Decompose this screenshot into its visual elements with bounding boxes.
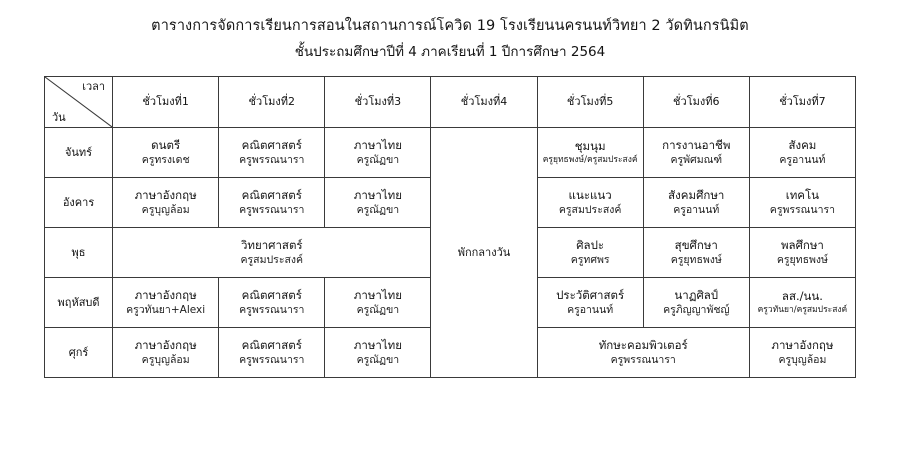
schedule-table-wrapper	[44, 76, 856, 378]
document-subtitle: ชั้นประถมศึกษาปีที่ 4 ภาคเรียนที่ 1 ปีการศึกษา 2564	[294, 44, 606, 60]
slot-tuesday-1	[113, 178, 219, 228]
slot-teacher: ครูบุญล้อม	[141, 353, 190, 366]
slot-teacher: ครูพรรณนารา	[239, 203, 305, 216]
slot-subject: ลส./นน.	[781, 289, 823, 303]
slot-friday-1	[113, 328, 219, 378]
slot-monday-6	[643, 128, 749, 178]
slot-teacher: ครูณัฏขา	[356, 353, 400, 366]
slot-friday-2	[219, 328, 325, 378]
slot-teacher: ครูพรรณนารา	[610, 353, 676, 366]
slot-teacher: ครูพรรณนารา	[239, 353, 305, 366]
schedule-table	[44, 76, 856, 378]
slot-friday-3	[325, 328, 431, 378]
slot-wednesday-7	[749, 228, 855, 278]
slot-tuesday-3	[325, 178, 431, 228]
slot-teacher: ครูทรงเดช	[141, 153, 190, 166]
slot-subject: ภาษาอังกฤษ	[771, 337, 834, 352]
document-titles	[0, 0, 900, 62]
lunch-break-cell: พักกลางวัน	[431, 128, 537, 378]
slot-subject: นาฏศิลป์	[674, 287, 719, 302]
table-row	[45, 128, 856, 178]
slot-thursday-7	[749, 278, 855, 328]
slot-thursday-6	[643, 278, 749, 328]
slot-subject: ภาษาไทย	[353, 337, 402, 352]
slot-wednesday-6	[643, 228, 749, 278]
slot-subject: คณิตศาสตร์	[241, 337, 302, 352]
slot-teacher: ครูวทันยา/ครูสมประสงค์	[757, 305, 848, 315]
slot-subject: สุขศึกษา	[674, 237, 718, 252]
slot-thursday-3	[325, 278, 431, 328]
slot-subject: ภาษาอังกฤษ	[134, 187, 197, 202]
period-header-5: ชั่วโมงที่5	[537, 77, 643, 128]
slot-teacher: ครูสมประสงค์	[240, 253, 304, 266]
slot-subject: เทคโน	[785, 187, 820, 202]
day-label-friday: ศุกร์	[45, 328, 113, 378]
period-header-7: ชั่วโมงที่7	[749, 77, 855, 128]
slot-teacher: ครูภิญญาพัชญ์	[663, 303, 730, 316]
slot-tuesday-6	[643, 178, 749, 228]
period-header-1: ชั่วโมงที่1	[113, 77, 219, 128]
slot-subject: ภาษาอังกฤษ	[134, 337, 197, 352]
slot-teacher: ครูยุทธพงษ์/ครูสมประสงค์	[542, 155, 638, 165]
slot-thursday-5	[537, 278, 643, 328]
slot-subject: แนะแนว	[568, 187, 612, 202]
slot-subject: สังคม	[788, 137, 817, 152]
slot-teacher: ครูณัฏขา	[356, 303, 400, 316]
day-label-thursday: พฤหัสบดี	[45, 278, 113, 328]
day-label-monday: จันทร์	[45, 128, 113, 178]
slot-subject: ชุมนุม	[574, 139, 606, 153]
corner-day-label: วัน	[52, 111, 66, 124]
document-title: ตารางการจัดการเรียนการสอนในสถานการณ์โควิด 19 โรงเรียนนครนนท์วิทยา 2 วัดทินกรนิมิต	[151, 18, 749, 34]
slot-subject: คณิตศาสตร์	[241, 187, 302, 202]
slot-monday-2	[219, 128, 325, 178]
slot-subject: ศิลปะ	[576, 237, 605, 252]
slot-teacher: ครูพรรณนารา	[239, 153, 305, 166]
corner-time-label: เวลา	[82, 80, 106, 93]
slot-subject: ทักษะคอมพิวเตอร์	[598, 337, 688, 352]
slot-wednesday-5	[537, 228, 643, 278]
corner-header-cell	[45, 77, 113, 128]
slot-friday-7	[749, 328, 855, 378]
table-header-row	[45, 77, 856, 128]
slot-tuesday-5	[537, 178, 643, 228]
slot-teacher: ครูสมประสงค์	[558, 203, 622, 216]
slot-monday-5	[537, 128, 643, 178]
slot-teacher: ครูยุทธพงษ์	[776, 253, 828, 266]
slot-subject: คณิตศาสตร์	[241, 287, 302, 302]
slot-teacher: ครูณัฏขา	[356, 203, 400, 216]
period-header-4: ชั่วโมงที่4	[431, 77, 537, 128]
slot-teacher: ครูพรรณนารา	[769, 203, 836, 216]
slot-teacher: ครูทศพร	[570, 253, 610, 266]
slot-subject: ภาษาไทย	[353, 287, 402, 302]
slot-friday-5-6	[537, 328, 749, 378]
slot-tuesday-2	[219, 178, 325, 228]
slot-teacher: ครูอานนท์	[673, 203, 720, 216]
slot-thursday-2	[219, 278, 325, 328]
slot-monday-3	[325, 128, 431, 178]
slot-thursday-1	[113, 278, 219, 328]
period-header-3: ชั่วโมงที่3	[325, 77, 431, 128]
slot-subject: การงานอาชีพ	[662, 137, 731, 152]
slot-monday-1	[113, 128, 219, 178]
slot-subject: วิทยาศาสตร์	[240, 237, 303, 252]
slot-subject: ภาษาไทย	[353, 137, 402, 152]
slot-subject: ประวัติศาสตร์	[556, 287, 625, 302]
slot-subject: พลศึกษา	[780, 237, 824, 252]
slot-subject: ภาษาอังกฤษ	[134, 287, 197, 302]
slot-subject: ภาษาไทย	[353, 187, 402, 202]
slot-subject: คณิตศาสตร์	[241, 137, 302, 152]
slot-teacher: ครูณัฏขา	[356, 153, 400, 166]
slot-monday-7	[749, 128, 855, 178]
slot-teacher: ครูอานนท์	[567, 303, 614, 316]
slot-tuesday-7	[749, 178, 855, 228]
period-header-6: ชั่วโมงที่6	[643, 77, 749, 128]
slot-teacher: ครูบุญล้อม	[141, 203, 190, 216]
slot-teacher: ครูยุทธพงษ์	[670, 253, 722, 266]
day-label-wednesday: พุธ	[45, 228, 113, 278]
slot-teacher: ครูวทันยา+Alexi	[126, 303, 206, 316]
slot-subject: สังคมศึกษา	[668, 187, 725, 202]
day-label-tuesday: อังคาร	[45, 178, 113, 228]
slot-subject: ดนตรี	[151, 137, 181, 152]
slot-wednesday-1-3	[113, 228, 431, 278]
slot-teacher: ครูอานนท์	[779, 153, 826, 166]
slot-teacher: ครูพัศมณฑ์	[670, 153, 723, 166]
period-header-2: ชั่วโมงที่2	[219, 77, 325, 128]
slot-teacher: ครูพรรณนารา	[239, 303, 305, 316]
slot-teacher: ครูบุญล้อม	[778, 353, 827, 366]
